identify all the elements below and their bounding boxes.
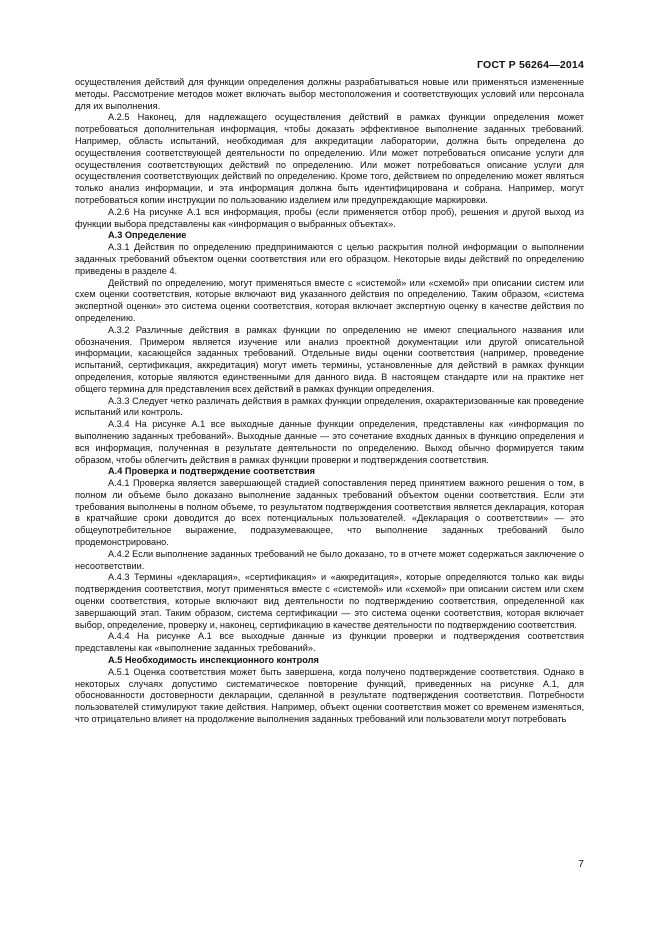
paragraph: А.4.2 Если выполнение заданных требований не было доказано, то в отчете может содержаться заключение о несоответствии. xyxy=(75,548,584,571)
body-text xyxy=(75,77,584,726)
paragraph: А.3.2 Различные действия в рамках функции по определению не имеют специального названия или обозначения. Примером является изучение или анализ проектной документации или другой описательной информации, касающейся заданных требований. Отдельные виды оценки соответствия (например, проведение испытаний, сертификация, аккредитация) могут иметь термины, установленные для действий в рамках функции определения, которые являются единственными для данного вида. В настоящем стандарте или на практике нет общего термина для представления всех действий в рамках функции определения. xyxy=(75,324,584,394)
page-number: 7 xyxy=(578,858,584,870)
section-heading: А.3 Определение xyxy=(108,230,187,241)
section-heading: А.4 Проверка и подтверждение соответствия xyxy=(108,466,315,477)
section-heading: А.5 Необходимость инспекционного контроля xyxy=(108,655,319,666)
paragraph: А.4.4 На рисунке А.1 все выходные данные из функции проверки и подтверждения соответствия представлены как «выполнение заданных требований». xyxy=(75,631,584,654)
paragraph: Действий по определению, могут применяться вместе с «системой» или «схемой» при описании систем или схем оценки соответствия, которые включают вид указанного действия по определению. Таким образом, «система экспертной оценки» это система оценки соответствия, которая включает экспертную оценку в качестве действия по определению. xyxy=(75,277,584,323)
paragraph: осуществления действий для функции определения должны разрабатываться новые или применяться измененные методы. Рассмотрение методов может включать выбор местоположения и соответствующих условий или персонала для их выполнения. xyxy=(75,77,584,111)
standard-header: ГОСТ Р 56264—2014 xyxy=(476,59,584,71)
paragraph: А.2.6 На рисунке А.1 вся информация, пробы (если применяется отбор проб), решения и другой выход из функции выбора представлены как «информация о выбранных объектах». xyxy=(75,206,584,229)
paragraph: А.3.4 На рисунке А.1 все выходные данные функции определения, представлены как «информация по выполнению заданных требований». Выходные данные — это сочетание входных данных в функцию определения и вся информация, полученная в результате деятельности по определению. Выход обычно формируется таким образом, чтобы облегчить действия в рамках функции проверки и подтверждения соответствия. xyxy=(75,419,584,465)
paragraph: А.2.5 Наконец, для надлежащего осуществления действий в рамках функции определения может потребоваться дополнительная информация, чтобы доказать эффективное выполнение заданных требований. Например, область испытаний, необходимая для аккредитации лаборатории, должна быть определена до осуществления соответствующей деятельности по определению. Или может потребоваться описание услуги для осуществления соответствующих действий по определению. Или может потребоваться описание услуги для осуществления соответствующих действий по определению. Кроме того, действием по определению может являться только анализ информации, и эта информация должна быть идентифицирована и собрана. Например, могут потребоваться копии инструкции по пользованию изделием или предупреждающие маркировки. xyxy=(75,112,584,205)
paragraph: А.5.1 Оценка соответствия может быть завершена, когда получено подтверждение соответствия. Однако в некоторых случаях допустимо систематическое повторение функций, приведенных на рисунке А.1, для обоснованности достоверности декларации, сделанной в результате подтверждения соответствия. Потребности пользователей стимулируют такие действия. Например, объект оценки соответствия может со временем изменяться, что отрицательно влияет на продолжение выполнения заданных требований или пользователи могут потребовать xyxy=(75,666,584,725)
paragraph: А.3.3 Следует четко различать действия в рамках функции определения, охарактеризованные как проведение испытаний или контроль. xyxy=(75,395,584,418)
paragraph: А.3.1 Действия по определению предпринимаются с целью раскрытия полной информации о выполнении заданных требований объектом оценки соответствия или его образцом. Некоторые виды действий по определению приведены в разделе 4. xyxy=(75,242,584,276)
paragraph: А.4.1 Проверка является завершающей стадией сопоставления перед принятием важного решения о том, в полном ли объеме было доказано выполнение заданных требований объектом оценки соответствия. Если эти требования выполнены в полном объеме, то результатом подтверждения соответствия является декларация, которая в кратчайшие сроки доводится до всех потенциальных пользователей. «Декларация о соответствии» — это общеупотребительное выражение, подразумевающее, что выполнение заданных требований было продемонстрировано. xyxy=(75,478,584,548)
paragraph: А.4.3 Термины «декларация», «сертификация» и «аккредитация», которые определяются только как виды подтверждения соответствия, могут применяться вместе с «системой» или «схемой» при описании систем или схем оценки соответствия, которые включают вид деятельности по подтверждению соответствия, определенной как завершающий этап. Таким образом, система сертификации — это система оценки соответствия, которая включает выбор, определение, проверку и, наконец, сертификацию в качестве деятельности по подтверждению соответствия. xyxy=(75,572,584,630)
